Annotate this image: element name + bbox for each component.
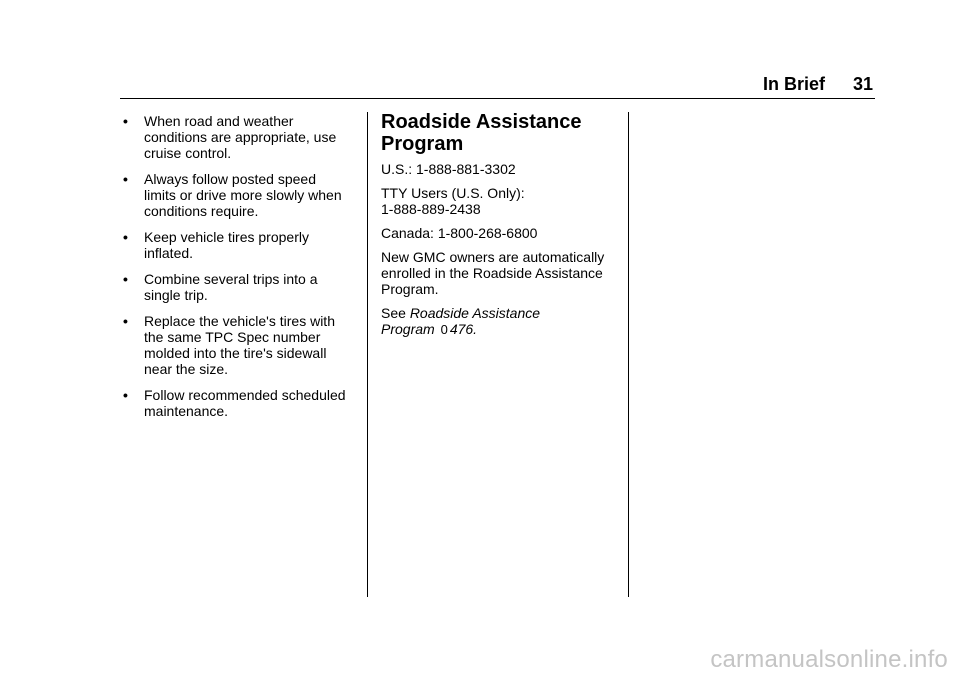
cross-reference — [381, 305, 617, 338]
list-item-text: near the size. — [144, 361, 229, 377]
page-header — [120, 74, 875, 99]
list-item-text: Keep vehicle tires properly — [144, 229, 309, 245]
paragraph-text: enrolled in the Roadside Assistance — [381, 265, 603, 281]
list-item-text: cruise control. — [144, 145, 232, 161]
list-item-text: the same TPC Spec number — [144, 329, 321, 345]
heading-text: Roadside Assistance — [381, 111, 582, 133]
section-title: In Brief — [762, 74, 825, 94]
roadside-column — [381, 111, 617, 346]
bullet-icon: • — [123, 113, 128, 129]
list-item-text: single trip. — [144, 287, 208, 303]
us-phone: U.S.: 1-888-881-3302 — [381, 161, 516, 177]
bullet-icon: • — [123, 171, 128, 187]
list-item — [120, 229, 355, 261]
page-reference-icon: 0 — [440, 322, 448, 337]
roadside-heading — [381, 111, 617, 155]
canada-phone: Canada: 1-800-268-6800 — [381, 225, 538, 241]
tips-column — [120, 113, 355, 429]
list-item-text: conditions are appropriate, use — [144, 129, 337, 145]
heading-text: Program — [381, 133, 464, 155]
xref-link-title[interactable]: Roadside Assistance — [409, 305, 541, 321]
watermark: carmanualsonline.info — [710, 646, 948, 673]
see-prefix: See — [381, 305, 406, 321]
list-item-text: limits or drive more slowly when — [144, 187, 342, 203]
column-divider — [628, 112, 629, 597]
bullet-icon: • — [123, 313, 128, 329]
list-item — [120, 271, 355, 303]
bullet-icon: • — [123, 229, 128, 245]
xref-page-number[interactable]: 476. — [449, 321, 478, 337]
tty-label: TTY Users (U.S. Only): — [381, 185, 525, 201]
list-item-text: maintenance. — [144, 403, 229, 419]
page-number: 31 — [852, 74, 873, 94]
list-item — [120, 387, 355, 419]
column-divider — [367, 112, 368, 597]
list-item-text: Replace the vehicle's tires with — [144, 313, 335, 329]
list-item — [120, 113, 355, 161]
list-item-text: conditions require. — [144, 203, 259, 219]
list-item — [120, 313, 355, 377]
list-item-text: Follow recommended scheduled — [144, 387, 346, 403]
tips-list — [120, 113, 355, 419]
tty-phone: 1-888-889-2438 — [381, 201, 481, 217]
list-item-text: Always follow posted speed — [144, 171, 316, 187]
xref-link-title[interactable]: Program — [381, 321, 435, 337]
bullet-icon: • — [123, 271, 128, 287]
list-item-text: Combine several trips into a — [144, 271, 318, 287]
list-item — [120, 171, 355, 219]
list-item-text: molded into the tire's sidewall — [144, 345, 327, 361]
tty-info — [381, 185, 617, 217]
enrollment-text — [381, 249, 617, 297]
paragraph-text: Program. — [381, 281, 439, 297]
bullet-icon: • — [123, 387, 128, 403]
paragraph-text: New GMC owners are automatically — [381, 249, 605, 265]
list-item-text: When road and weather — [144, 113, 294, 129]
list-item-text: inflated. — [144, 245, 194, 261]
